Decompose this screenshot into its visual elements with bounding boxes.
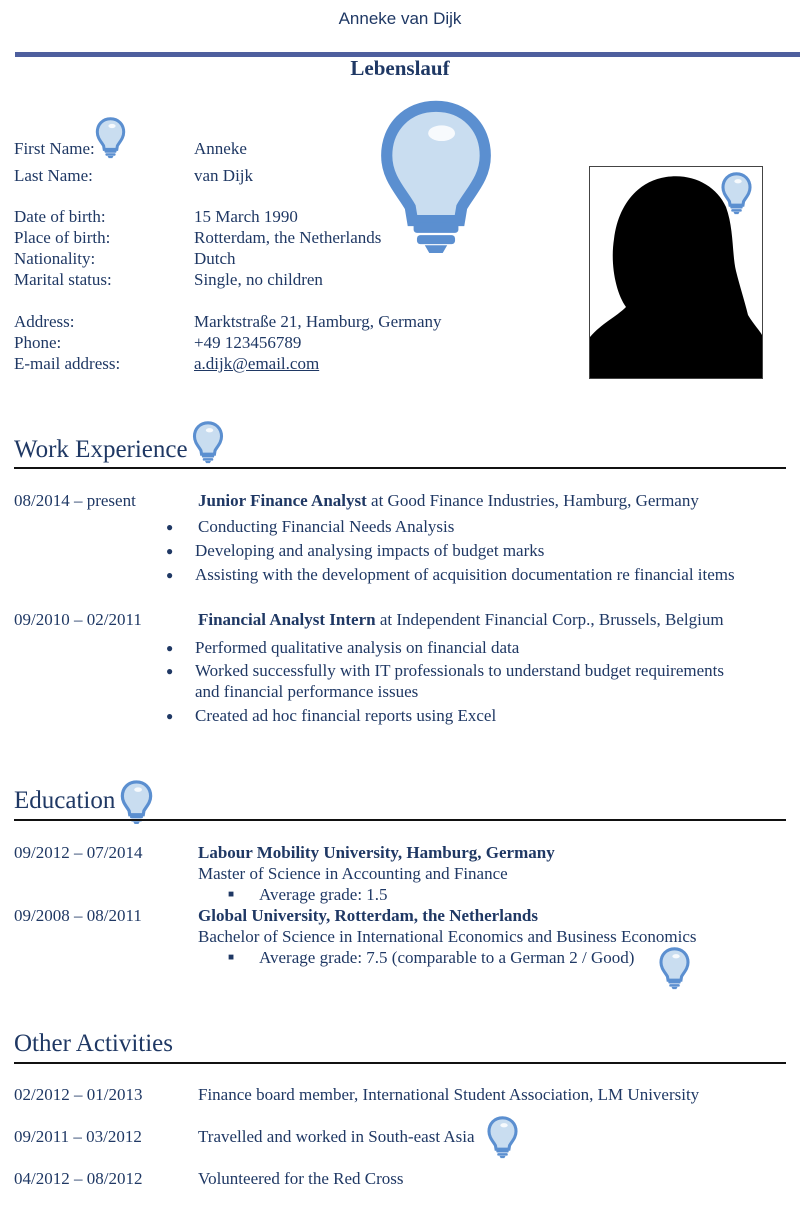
lightbulb-icon [659,947,690,990]
job-company: at Independent Financial Corp., Brussels, Belgium [375,610,724,629]
header-name: Anneke van Dijk [338,9,462,28]
job-dates: 08/2014 – present [14,491,136,510]
education-dates: 09/2008 – 08/2011 [14,906,142,925]
job-bullet: Developing and analysing impacts of budget marks [195,541,545,560]
bullet-icon: ● [166,568,174,582]
label-nationality: Nationality: [14,249,96,268]
education-school: Labour Mobility University, Hamburg, Germany [198,843,555,862]
education-grade: Average grade: 1.5 [259,885,388,904]
section-title-activities: Other Activities [14,1030,173,1057]
bullet-icon: ● [166,664,174,678]
label-address: Address: [14,312,75,331]
label-place-of-birth: Place of birth: [14,228,111,247]
job-dates: 09/2010 – 02/2011 [14,610,142,629]
label-last-name: Last Name: [14,166,93,185]
value-phone: +49 123456789 [194,333,302,352]
job-bullet: Conducting Financial Needs Analysis [198,517,455,536]
activity-dates: 04/2012 – 08/2012 [14,1169,143,1188]
label-first-name: First Name: [14,139,95,158]
job-bullet: Performed qualitative analysis on financial data [195,638,520,657]
education-dates: 09/2012 – 07/2014 [14,843,143,862]
job-title [198,610,724,630]
education-degree: Bachelor of Science in International Economics and Business Economics [198,927,697,946]
bullet-icon: ● [166,641,174,655]
section-divider [14,1062,786,1064]
bullet-icon: ● [166,544,174,558]
lightbulb-icon [721,172,752,215]
section-divider [14,467,786,469]
activity-dates: 09/2011 – 03/2012 [14,1127,142,1146]
lightbulb-icon [95,117,126,159]
label-phone: Phone: [14,333,62,352]
education-grade: Average grade: 7.5 (comparable to a German 2 / Good) [259,948,635,967]
activity-text: Volunteered for the Red Cross [198,1169,404,1188]
lightbulb-icon [487,1116,518,1159]
activity-text: Finance board member, International Student Association, LM University [198,1085,700,1104]
job-title [198,491,699,511]
section-title-education: Education [14,787,116,814]
value-nationality: Dutch [194,249,236,268]
label-email: E-mail address: [14,354,121,373]
square-bullet-icon: ■ [228,889,235,900]
email-link[interactable]: a.dijk@email.com [194,354,320,373]
job-bullet: Assisting with the development of acquisition documentation re financial items [195,565,735,584]
job-role: Financial Analyst Intern [198,610,376,629]
job-bullet: Worked successfully with IT professionals to understand budget requirements [195,661,724,680]
lightbulb-icon [380,99,492,257]
education-degree: Master of Science in Accounting and Finance [198,864,508,883]
job-bullet: Created ad hoc financial reports using Excel [195,706,497,725]
job-bullet-continuation: and financial performance issues [195,682,419,701]
value-first-name: Anneke [194,139,247,158]
section-title-work: Work Experience [14,436,188,463]
value-last-name: van Dijk [194,166,254,185]
value-address: Marktstraße 21, Hamburg, Germany [194,312,442,331]
section-divider [14,819,786,821]
label-marital-status: Marital status: [14,270,112,289]
activity-text: Travelled and worked in South-east Asia [198,1127,475,1146]
job-company: at Good Finance Industries, Hamburg, Germany [366,491,699,510]
value-date-of-birth: 15 March 1990 [194,207,298,226]
bullet-icon: ● [166,709,174,723]
value-marital-status: Single, no children [194,270,323,289]
job-role: Junior Finance Analyst [198,491,367,510]
education-school: Global University, Rotterdam, the Netherlands [198,906,538,925]
document-title: Lebenslauf [350,56,450,80]
activity-dates: 02/2012 – 01/2013 [14,1085,143,1104]
value-place-of-birth: Rotterdam, the Netherlands [194,228,382,247]
bullet-icon: ● [166,520,174,534]
lightbulb-icon [192,421,224,464]
label-date-of-birth: Date of birth: [14,207,106,226]
square-bullet-icon: ■ [228,952,235,963]
